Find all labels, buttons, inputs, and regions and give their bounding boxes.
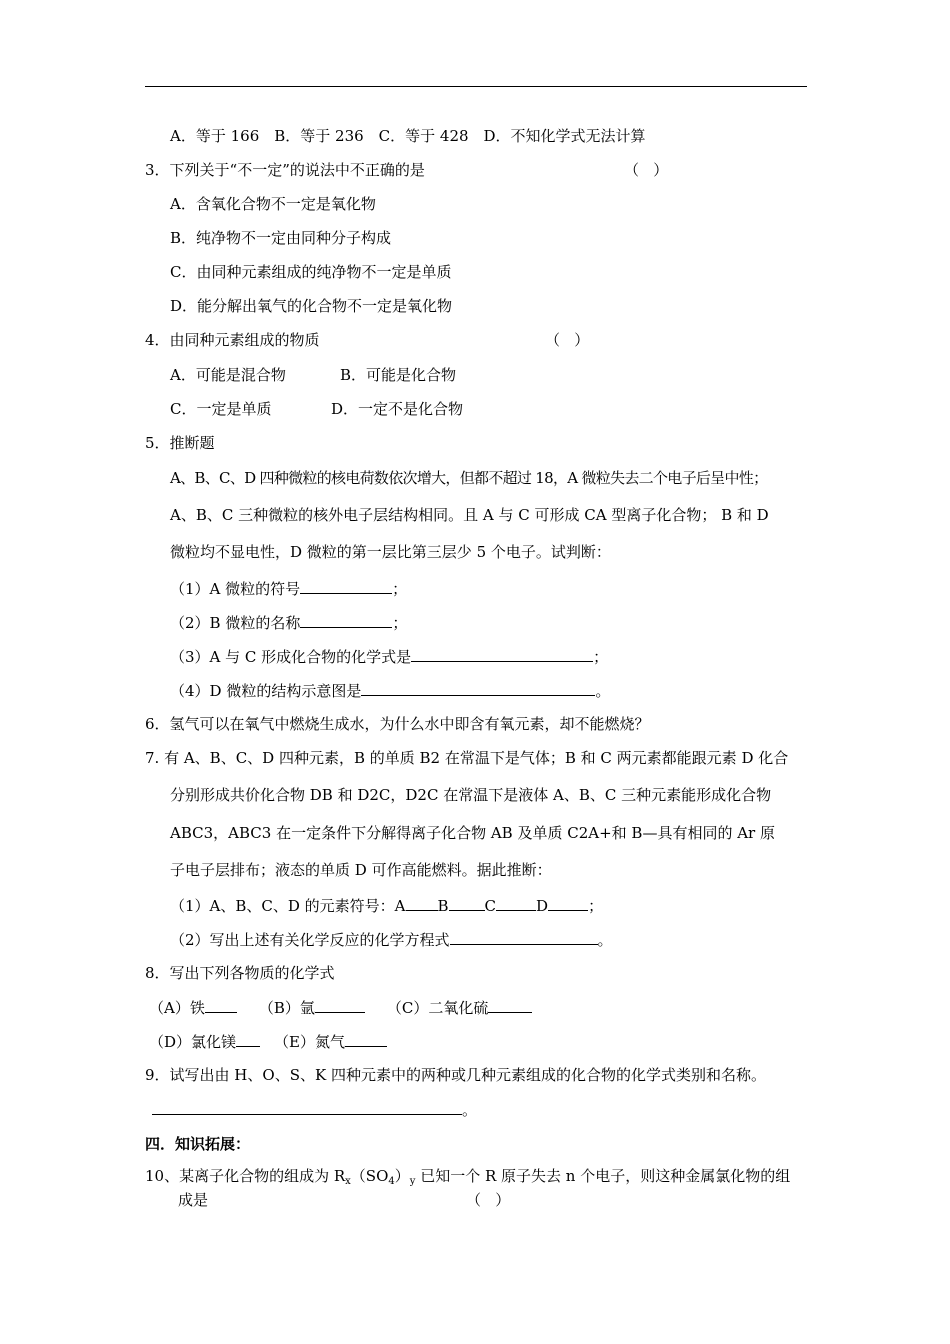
q9-answer-line: 。: [152, 1099, 477, 1120]
q9-stem: 9．试写出由 H、O、S、K 四种元素中的两种或几种元素组成的化合物的化学式类别和名称。: [145, 1066, 766, 1084]
q5-sub1: （1）A 微粒的符号 ；: [170, 580, 408, 598]
q5-line-1: A、B、C、D 四种微粒的核电荷数依次增大，但都不超过 18，A 微粒失去二个电子后呈中性；: [170, 469, 768, 487]
q3-option-c: C．由同种元素组成的纯净物不一定是单质: [170, 263, 452, 281]
q4-answer-paren: （ ）: [545, 331, 590, 349]
q5-stem: 5．推断题: [145, 434, 215, 452]
q8-row-2: （D）氯化镁 （E）氮气: [149, 1031, 387, 1052]
q10-line-1: 10、某离子化合物的组成为 $R_x(SO_4)_y$ 已知一个 R 原子失去 n 个电子，则这种金属氯化物的组: [145, 1167, 791, 1187]
q7-line-4: 子电子层排布；液态的单质 D 可作高能燃料。据此推断：: [170, 861, 552, 879]
q3-option-b: B．纯净物不一定由同种分子构成: [170, 229, 392, 247]
q5-line-3: 微粒均不显电性，D 微粒的第一层比第三层少 5 个电子。试判断：: [170, 543, 611, 561]
q4-option-b: B．可能是化合物: [340, 366, 457, 384]
answer-blank[interactable]: [496, 895, 536, 911]
section-heading: 四．知识拓展：: [145, 1135, 251, 1153]
q8-stem: 8．写出下列各物质的化学式: [145, 964, 335, 982]
q10-answer-paren: （ ）: [466, 1191, 511, 1209]
answer-blank[interactable]: [488, 997, 532, 1013]
answer-blank[interactable]: [411, 646, 593, 662]
q10-line-2: 成是: [178, 1191, 209, 1209]
q7-line-2: 分别形成共价化合物 DB 和 D2C，D2C 在常温下是液体 A、B、C 三种元素能形成化合物: [170, 786, 772, 804]
q5-sub3: （3）A 与 C 形成化合物的化学式是 ；: [170, 648, 609, 666]
q6-stem: 6．氢气可以在氧气中燃烧生成水，为什么水中即含有氧元素，却不能燃烧？: [145, 715, 650, 733]
q5-sub4: （4）D 微粒的结构示意图是 。: [170, 682, 611, 700]
q4-stem: 4．由同种元素组成的物质: [145, 331, 320, 349]
header-rule: [145, 86, 807, 87]
answer-blank[interactable]: [236, 1031, 260, 1047]
q3-stem: 3．下列关于“不一定”的说法中不正确的是: [145, 161, 425, 179]
answer-blank[interactable]: [406, 895, 438, 911]
answer-blank[interactable]: [449, 895, 485, 911]
q4-option-d: D．一定不是化合物: [331, 400, 464, 418]
answer-blank[interactable]: [152, 1099, 462, 1115]
answer-blank[interactable]: [300, 578, 392, 594]
q5-line-2: A、B、C 三种微粒的核外电子层结构相同。且 A 与 C 可形成 CA 型离子化合物； B 和 D: [170, 506, 769, 524]
q4-option-c: C．一定是单质: [170, 400, 272, 418]
q7-line-1: 7. 有 A、B、C、D 四种元素，B 的单质 B2 在常温下是气体；B 和 C 两元素都能跟元素 D 化合: [145, 749, 789, 767]
q5-sub2: （2）B 微粒的名称 ；: [170, 614, 408, 632]
q3-option-a: A．含氧化合物不一定是氧化物: [170, 195, 376, 213]
answer-blank[interactable]: [361, 680, 595, 696]
q8-row-1: （A）铁 （B）氩 （C）二氧化硫: [149, 997, 532, 1018]
answer-blank[interactable]: [548, 895, 588, 911]
q7-line-3: ABC3，ABC3 在一定条件下分解得离子化合物 AB 及单质 C2A+和 B—具有相同的 Ar 原: [170, 824, 775, 842]
answer-blank[interactable]: [315, 997, 365, 1013]
q7-sub2: （2）写出上述有关化学反应的化学方程式 。: [170, 931, 613, 949]
q4-option-a: A．可能是混合物: [170, 366, 286, 384]
answer-blank[interactable]: [450, 929, 598, 945]
q3-answer-paren: （ ）: [624, 161, 669, 179]
q7-sub1: （1）A、B、C、D 的元素符号：A B C D ；: [170, 897, 604, 915]
answer-blank[interactable]: [205, 997, 237, 1013]
q2-options: A．等于 166 B．等于 236 C．等于 428 D．不知化学式无法计算: [170, 127, 646, 145]
answer-blank[interactable]: [345, 1031, 387, 1047]
answer-blank[interactable]: [300, 612, 392, 628]
q3-option-d: D．能分解出氧气的化合物不一定是氧化物: [170, 297, 453, 315]
